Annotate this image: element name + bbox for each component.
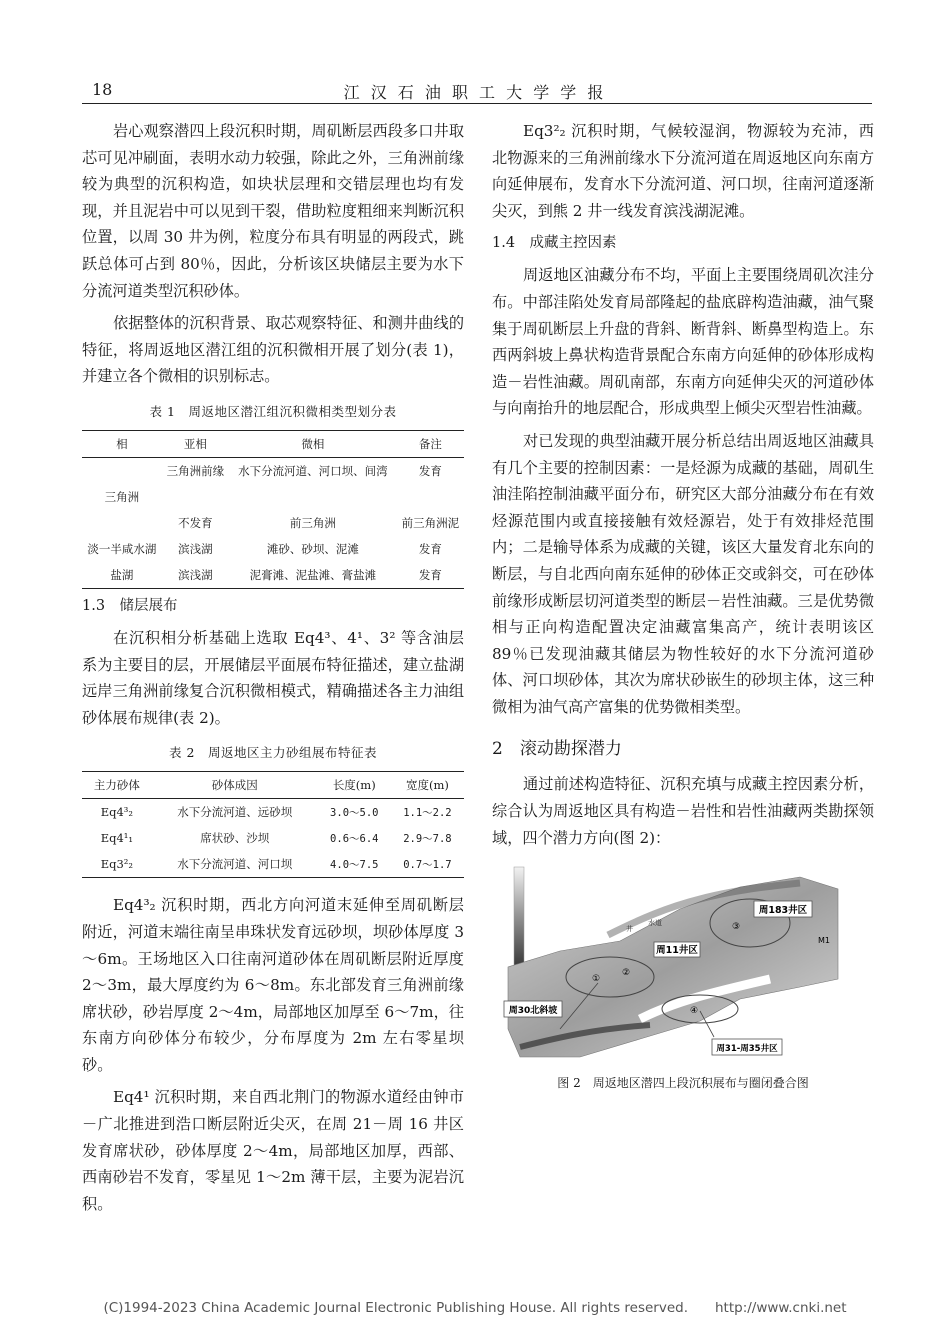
- table-cell: 4.0～7.5: [318, 851, 391, 878]
- paragraph: 岩心观察潜四上段沉积时期，周矶断层西段多口井取芯可见冲刷面，表明水动力较强，除此之外，三角洲前缘较为典型的沉积构造，如块状层理和交错层理也均有发现，并且泥岩中可以见到干裂，借助粒度粗细来判断沉积位置，以周 30 井为例，粒度分布具有明显的两段式，跳跃总体可占到 80％，因此，分析该区块储层主要为水下分流河道类型沉积砂体。: [82, 122, 464, 300]
- table2-header: 宽度(m): [391, 772, 464, 799]
- table1: [82, 430, 464, 589]
- label-zhou11: 周11井区: [656, 945, 698, 957]
- table1-header: 相: [82, 430, 162, 457]
- table-cell: 三角洲前缘: [166, 463, 225, 478]
- table-cell: 滩砂、砂坝、泥滩: [266, 541, 359, 556]
- table-cell: 盐湖: [82, 562, 162, 589]
- table1-header: 微相: [229, 430, 397, 457]
- paragraph: 周返地区油藏分布不均，平面上主要围绕周矶次洼分布。中部洼陷处发育局部隆起的盐底辟构造油藏，油气聚集于周矶断层上升盘的背斜、断背斜、断鼻型构造上。东西两斜坡上鼻状构造背景配合东南方向延伸的砂体形成构造－岩性油藏。周矶南部，东南方向延伸尖灭的河道砂体与向南抬升的地层配合，形成典型上倾尖灭型岩性油藏。: [492, 266, 874, 418]
- copyright-footer: (C)1994-2023 China Academic Journal Electronic Publishing House. All rights reserved. http://www.cnki.net: [103, 1300, 847, 1316]
- table-cell: 发育: [397, 562, 464, 589]
- table-cell: 3.0～5.0: [330, 806, 379, 819]
- table1-header: 亚相: [162, 430, 229, 457]
- table-cell: 前三角洲泥: [401, 515, 460, 530]
- right-column: [492, 118, 874, 1091]
- table-cell: 泥膏滩、泥盐滩、膏盐滩: [229, 562, 397, 589]
- table-row: [82, 799, 464, 826]
- table-cell: [229, 484, 397, 510]
- journal-title: 江 汉 石 油 职 工 大 学 学 报: [343, 83, 607, 102]
- table-cell: [162, 484, 229, 510]
- zone-number: ④: [690, 1006, 699, 1017]
- zone-number: ②: [622, 968, 631, 979]
- table-cell: 1.1～2.2: [403, 806, 452, 819]
- table-cell: 不发育: [178, 515, 213, 530]
- paragraph: Eq4³₂ 沉积时期，西北方向河道末延伸至周矶断层附近，河道末端往南呈串珠状发育远砂坝，坝砂体厚度 3～6m。王场地区入口往南河道砂体在周矶断层附近厚度 2～3m，最大厚度约为 6～8m。东北部发育三角洲前缘席状砂，砂岩厚度 2～4m，局部地区加厚至 6～7m，往东南方向砂体分布较少，分布厚度为 2m 左右零星坝砂。: [82, 896, 464, 1074]
- table2-header: 长度(m): [318, 772, 391, 799]
- table-cell: 0.6～6.4: [330, 832, 379, 845]
- section-heading-2: 2 滚动勘探潜力: [492, 739, 622, 760]
- table-cell: 滨浅湖: [162, 562, 229, 589]
- table2: [82, 771, 464, 878]
- label-zhou183: 周183井区: [758, 905, 808, 917]
- table2-header: 主力砂体: [82, 772, 152, 799]
- table-cell: Eq4¹₁: [100, 831, 134, 846]
- table-row: [82, 825, 464, 851]
- table-cell: 发育: [418, 463, 442, 478]
- table-cell: 淡一半咸水湖: [87, 541, 157, 556]
- table2-caption: 表 2 周返地区主力砂组展布特征表: [169, 745, 377, 761]
- label-m1: M1: [818, 936, 830, 946]
- label-zhou30: 周30北斜坡: [508, 1006, 558, 1017]
- table-cell: 水下分流河道、河口坝、间湾: [238, 463, 388, 478]
- table-cell: 前三角洲: [289, 515, 336, 530]
- figure-2-map: [500, 859, 840, 1064]
- label-zhou31-35: 周31-周35井区: [716, 1044, 778, 1055]
- paragraph: 对已发现的典型油藏开展分析总结出周返地区油藏具有几个主要的控制因素：一是烃源为成藏的基础，周矶生油洼陷控制油藏平面分布，研究区大部分油藏分布在有效烃源范围内或直接接触有效烃源岩，处于有效排烃范围内；二是输导体系为成藏的关键，该区大量发育北东向的断层，与自北西向南东延伸的砂体正交或斜交，可在砂体前缘形成断层切河道类型的断层－岩性油藏。三是优势微相与正向构造配置决定油藏富集高产，统计表明该区 89％已发现油藏其储层为物性较好的水下分流河道砂体、河口坝砂体，其次为席状砂嵌生的砂坝主体，这三种微相为油气高产富集的优势微相类型。: [492, 431, 874, 716]
- table2-header: 砂体成因: [152, 772, 318, 799]
- table-cell: 水下分流河道、远砂坝: [177, 805, 293, 820]
- section-heading-1-3: 1.3 储层展布: [82, 597, 178, 614]
- table-row: [82, 457, 464, 484]
- table-cell: 2.9～7.8: [403, 832, 452, 845]
- header-rule: [82, 103, 872, 104]
- table-cell: [82, 510, 162, 536]
- page-number: 18: [92, 80, 113, 99]
- table-cell: 三角洲: [104, 489, 140, 504]
- label-waterway: 水道: [648, 919, 662, 928]
- table1-caption: 表 1 周返地区潜江组沉积微相类型划分表: [149, 403, 397, 419]
- paragraph: Eq4¹ 沉积时期，来自西北荆门的物源水道经由钟市－广北推进到浩口断层附近尖灭，在周 21－周 16 井区发育席状砂，砂体厚度 2～4m，局部地区加厚，西部、西南砂岩不发育，零星见 1～2m 薄干层，主要为泥岩沉积。: [82, 1088, 464, 1213]
- figure-2: [500, 859, 840, 1064]
- label-well: 井: [626, 925, 633, 934]
- zone-number: ①: [592, 974, 601, 985]
- table-cell: [397, 484, 464, 510]
- table-row: [82, 510, 464, 536]
- table-cell: Eq3²₂: [82, 851, 152, 878]
- table-cell: 0.7～1.7: [391, 851, 464, 878]
- paragraph: Eq3²₂ 沉积时期，气候较湿润，物源较为充沛，西北物源来的三角洲前缘水下分流河道在周返地区向东南方向延伸展布，发育水下分流河道、河口坝，往南河道逐渐尖灭，到熊 2 井一线发育滨浅湖泥滩。: [492, 122, 874, 220]
- paragraph: 通过前述构造特征、沉积充填与成藏主控因素分析，综合认为周返地区具有构造－岩性和岩性油藏两类勘探领域，四个潜力方向(图 2)：: [492, 775, 874, 847]
- table-cell: Eq4³₂: [100, 805, 134, 820]
- table-cell: 水下分流河道、河口坝: [152, 851, 318, 878]
- table-row: [82, 484, 464, 510]
- table-cell: 席状砂、沙坝: [200, 831, 270, 846]
- color-legend: [514, 867, 524, 975]
- table-cell: [82, 457, 162, 484]
- paragraph: 在沉积相分析基础上选取 Eq4³、4¹、3² 等含油层系为主要目的层，开展储层平面展布特征描述，建立盐湖远岸三角洲前缘复合沉积微相模式，精确描述各主力油组砂体展布规律(表 2)。: [82, 628, 464, 727]
- table-cell: 滨浅湖: [178, 541, 213, 556]
- table-row: [82, 536, 464, 562]
- section-heading-1-4: 1.4 成藏主控因素: [492, 235, 617, 252]
- left-column: [82, 118, 464, 1223]
- paragraph: 依据整体的沉积背景、取芯观察特征、和测井曲线的特征，将周返地区潜江组的沉积微相开展了划分(表 1)，并建立各个微相的识别标志。: [82, 314, 464, 386]
- figure-2-caption: 图 2 周返地区潜四上段沉积展布与圈闭叠合图: [557, 1076, 809, 1091]
- table-row: [82, 851, 464, 878]
- table-row: [82, 562, 464, 589]
- zone-number: ③: [732, 922, 741, 933]
- table-cell: 发育: [418, 541, 442, 556]
- table1-header: 备注: [397, 430, 464, 457]
